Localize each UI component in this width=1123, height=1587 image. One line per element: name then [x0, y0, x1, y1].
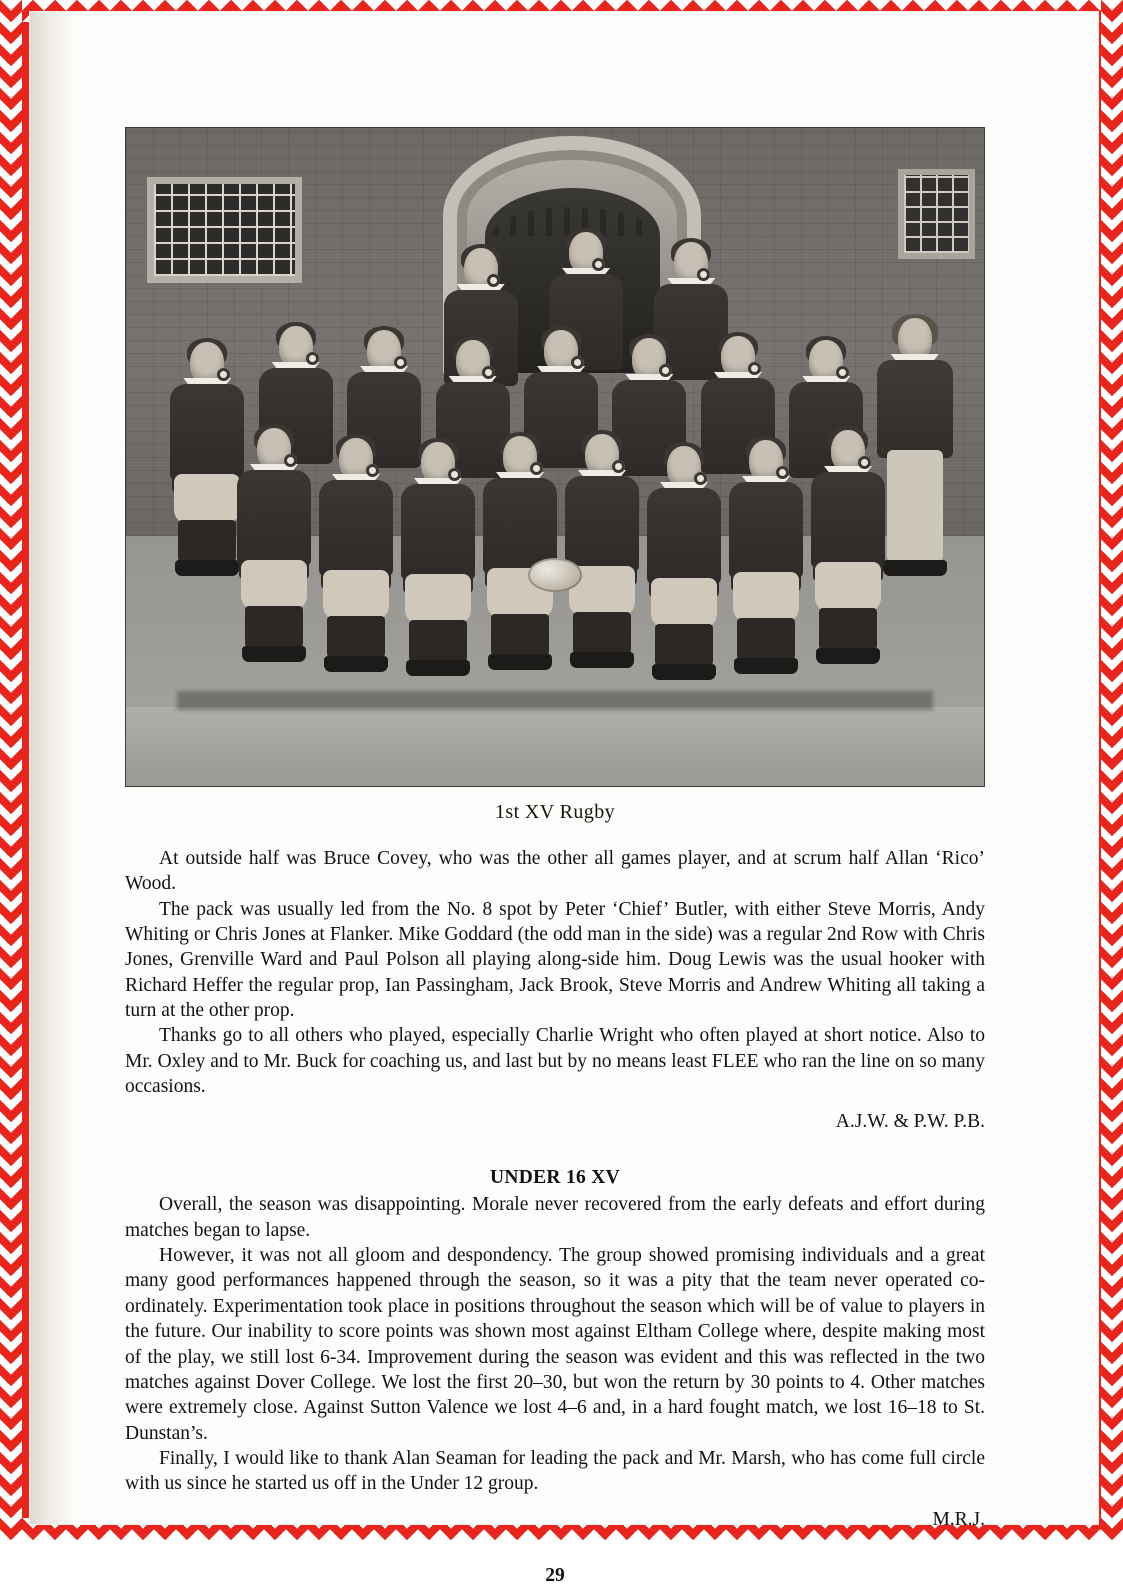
- socks: [819, 608, 877, 652]
- jersey-badge: [612, 460, 625, 473]
- player-figure: [398, 442, 478, 732]
- boots: [570, 652, 634, 668]
- scan-border-left: [0, 0, 22, 1540]
- legs: [815, 562, 881, 612]
- boots: [242, 646, 306, 662]
- jersey-badge: [748, 362, 761, 375]
- team-photograph: [125, 127, 985, 787]
- player-figure: [808, 430, 888, 720]
- boots: [488, 654, 552, 670]
- jersey-badge: [571, 356, 584, 369]
- jersey-badge: [394, 356, 407, 369]
- jersey-badge: [530, 462, 543, 475]
- jersey-badge: [284, 454, 297, 467]
- first-xv-paragraph-2: The pack was usually led from the No. 8 spot by Peter ‘Chief’ Butler, with either Steve Morris, Andy Whiting or Chris Jones at Flanker. Mike Goddard (the odd man in the side) was a regular 2nd Row with Chris Jones, Grenville Ward and Paul Polson all playing along-side him. Doug Lewis was the usual hooker with Richard Heffer the regular prop, Ian Passingham, Jack Brook, Steve Morris and Andrew Whiting all taking a turn at the other prop.: [125, 898, 985, 1022]
- window-left: [147, 177, 301, 283]
- socks: [245, 606, 303, 650]
- jersey-badge: [306, 352, 319, 365]
- socks: [737, 618, 795, 662]
- boots: [652, 664, 716, 680]
- page-number: 29: [545, 1564, 565, 1586]
- legs: [241, 560, 307, 610]
- legs: [323, 570, 389, 620]
- jersey-badge: [858, 456, 871, 469]
- page-content: [125, 127, 985, 1587]
- page-sheet: [30, 12, 1098, 1586]
- boots: [734, 658, 798, 674]
- socks: [655, 624, 713, 668]
- player-figure: [726, 440, 806, 730]
- jersey-badge: [487, 274, 500, 287]
- first-xv-signature: A.J.W. & P.W. P.B.: [835, 1111, 985, 1133]
- legs: [733, 572, 799, 622]
- boots: [406, 660, 470, 676]
- jersey: [647, 488, 721, 584]
- jersey: [811, 472, 885, 568]
- boots: [324, 656, 388, 672]
- socks: [409, 620, 467, 664]
- socks: [327, 616, 385, 660]
- legs: [651, 578, 717, 628]
- under-16-paragraph-3: Finally, I would like to thank Alan Seaman for leading the pack and Mr. Marsh, who has come full circle with us since he started us off in the Under 12 group.: [125, 1447, 985, 1495]
- head: [898, 318, 932, 360]
- under-16-signature: M.R.J.: [932, 1508, 985, 1530]
- jersey-badge: [366, 464, 379, 477]
- window-right: [898, 169, 975, 259]
- jersey-badge: [592, 258, 605, 271]
- player-figure: [644, 446, 724, 736]
- boots: [816, 648, 880, 664]
- jersey: [729, 482, 803, 578]
- first-xv-paragraph-3: Thanks go to all others who played, especially Charlie Wright who often played at short notice. Also to Mr. Oxley and to Mr. Buck for coaching us, and last but by no means least FLEE who ran the line on so many occasions.: [125, 1025, 985, 1098]
- legs: [405, 574, 471, 624]
- jersey: [565, 476, 639, 572]
- jersey: [401, 484, 475, 580]
- first-xv-paragraph-1: At outside half was Bruce Covey, who was the other all games player, and at scrum half Allan ‘Rico’ Wood.: [125, 848, 985, 895]
- photo-caption: 1st XV Rugby: [494, 801, 615, 823]
- socks: [573, 612, 631, 656]
- page-gutter-shadow: [30, 12, 72, 1524]
- under-16-paragraph-2: However, it was not all gloom and despondency. The group showed promising individuals and a great many good performances happened through the season, so it was a pity that the team never operated co-ordinately. Experimentation took place in positions throughout the season which will be of value to players in the future. Our inability to score points was shown most against Eltham College where, despite making most of the play, we still lost 6-34. Improvement during the season was evident and this was reflected in the two matches against Dover College. We lost the first 20–30, but won the return by 30 points to 4. Other matches were extremely close. Against Sutton Valence we lost 4–6 and, in a hard fought match, we lost 16–18 to St. Dunstan’s.: [125, 1245, 985, 1444]
- under-16-heading: UNDER 16 XV: [489, 1167, 621, 1189]
- jersey: [237, 470, 311, 566]
- player-figure: [316, 438, 396, 728]
- jersey-badge: [776, 466, 789, 479]
- player-figure: [234, 428, 314, 718]
- socks: [491, 614, 549, 658]
- scan-border-right: [1101, 0, 1123, 1540]
- rugby-ball: [528, 558, 582, 592]
- jersey-badge: [694, 472, 707, 485]
- under-16-paragraph-1: Overall, the season was disappointing. Morale never recovered from the early defeats and effort during matches began to lapse.: [125, 1194, 985, 1241]
- jersey: [319, 480, 393, 576]
- jersey-badge: [448, 468, 461, 481]
